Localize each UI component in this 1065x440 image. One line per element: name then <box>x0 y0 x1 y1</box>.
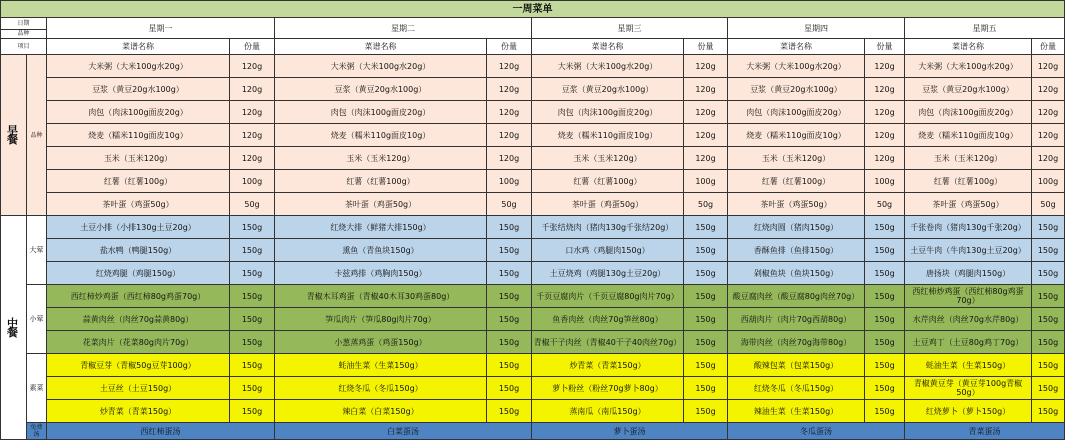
qty-cell: 150g <box>684 331 728 354</box>
qty-cell: 150g <box>684 285 728 308</box>
dish-cell: 红烧萝卜（萝卜150g） <box>905 400 1032 423</box>
dish-column-header: 菜谱名称 <box>47 39 230 55</box>
dish-cell: 红薯（红薯100g） <box>275 170 487 193</box>
qty-cell: 150g <box>865 216 905 239</box>
qty-cell: 120g <box>230 78 275 101</box>
qty-cell: 150g <box>230 377 275 400</box>
qty-cell: 150g <box>865 354 905 377</box>
dish-cell: 大米粥（大米100g水20g） <box>275 55 487 78</box>
dish-cell: 烧麦（糯米110g面皮10g） <box>905 124 1032 147</box>
dish-cell: 豆浆（黄豆20g水100g） <box>532 78 684 101</box>
table-row <box>1 354 1065 377</box>
qty-cell: 120g <box>230 147 275 170</box>
dish-cell: 蒸南瓜（南瓜150g） <box>532 400 684 423</box>
dish-cell: 土豆小排（小排130g土豆20g） <box>47 216 230 239</box>
dish-cell: 青椒黄豆芽（黄豆芽100g青椒50g） <box>905 377 1032 400</box>
qty-cell: 150g <box>230 285 275 308</box>
dish-cell: 西红柿炒鸡蛋（西红柿80g鸡蛋70g） <box>905 285 1032 308</box>
dish-cell: 红薯（红薯100g） <box>905 170 1032 193</box>
date-label: 日期 <box>1 20 46 30</box>
qty-cell: 150g <box>487 285 532 308</box>
dish-cell: 大米粥（大米100g水20g） <box>728 55 865 78</box>
dish-cell: 茶叶蛋（鸡蛋50g） <box>532 193 684 216</box>
dish-cell: 辣白菜（白菜150g） <box>275 400 487 423</box>
dish-cell: 玉米（玉米120g） <box>47 147 230 170</box>
table-row <box>1 124 1065 147</box>
qty-cell: 150g <box>865 285 905 308</box>
dish-cell: 肉包（肉沫100g面皮20g） <box>47 101 230 124</box>
qty-cell: 50g <box>230 193 275 216</box>
qty-cell: 150g <box>487 377 532 400</box>
dish-cell: 红薯（红薯100g） <box>532 170 684 193</box>
dish-cell: 玉米（玉米120g） <box>728 147 865 170</box>
qty-cell: 150g <box>684 377 728 400</box>
qty-cell: 150g <box>1032 239 1065 262</box>
qty-cell: 100g <box>230 170 275 193</box>
dish-column-header: 菜谱名称 <box>275 39 487 55</box>
day-header: 星期一 <box>47 18 275 39</box>
dish-cell: 红烧冬瓜（冬瓜150g） <box>728 377 865 400</box>
table-row <box>1 216 1065 239</box>
qty-column-header: 份量 <box>684 39 728 55</box>
dish-cell: 茶叶蛋（鸡蛋50g） <box>728 193 865 216</box>
dish-cell: 海带肉丝（肉丝70g海带80g） <box>728 331 865 354</box>
table-row <box>1 78 1065 101</box>
table-row <box>1 400 1065 423</box>
qty-cell: 50g <box>684 193 728 216</box>
dish-cell: 豆浆（黄豆20g水100g） <box>905 78 1032 101</box>
qty-cell: 150g <box>684 262 728 285</box>
dish-cell: 盐水鸭（鸭腿150g） <box>47 239 230 262</box>
dish-cell: 茶叶蛋（鸡蛋50g） <box>47 193 230 216</box>
table-row <box>1 262 1065 285</box>
qty-cell: 100g <box>865 170 905 193</box>
qty-cell: 150g <box>487 308 532 331</box>
dish-cell: 蒜黄肉丝（肉丝70g蒜黄80g） <box>47 308 230 331</box>
dish-cell: 花菜肉片（花菜80g肉片70g） <box>47 331 230 354</box>
qty-cell: 150g <box>1032 400 1065 423</box>
qty-cell: 120g <box>684 147 728 170</box>
table-row <box>1 331 1065 354</box>
dish-cell: 豆浆（黄豆20g水100g） <box>728 78 865 101</box>
qty-cell: 120g <box>684 55 728 78</box>
dish-cell: 肉包（肉沫100g面皮20g） <box>275 101 487 124</box>
dish-cell: 小葱蒸鸡蛋（鸡蛋150g） <box>275 331 487 354</box>
dish-cell: 红烧大排（鲜猪大排150g） <box>275 216 487 239</box>
table-row <box>1 170 1065 193</box>
dish-cell: 蚝油生菜（生菜150g） <box>905 354 1032 377</box>
dish-cell: 千页豆腐肉片（千页豆腐80g肉片70g） <box>532 285 684 308</box>
dish-cell: 水芹肉丝（肉丝70g水芹80g） <box>905 308 1032 331</box>
qty-cell: 150g <box>230 400 275 423</box>
dish-cell: 肉包（肉沫100g面皮20g） <box>905 101 1032 124</box>
qty-cell: 150g <box>487 331 532 354</box>
page-title: 一周菜单 <box>1 1 1065 18</box>
qty-column-header: 份量 <box>230 39 275 55</box>
qty-cell: 120g <box>487 124 532 147</box>
qty-cell: 150g <box>865 377 905 400</box>
qty-cell: 150g <box>487 216 532 239</box>
qty-cell: 50g <box>865 193 905 216</box>
qty-cell: 120g <box>1032 124 1065 147</box>
dish-column-header: 菜谱名称 <box>728 39 865 55</box>
soup-cell: 白菜蛋汤 <box>275 423 532 440</box>
dish-cell: 肉包（肉沫100g面皮20g） <box>532 101 684 124</box>
qty-cell: 120g <box>865 78 905 101</box>
qty-cell: 120g <box>1032 101 1065 124</box>
dish-cell: 大米粥（大米100g水20g） <box>47 55 230 78</box>
qty-cell: 150g <box>230 216 275 239</box>
sub-label-vegetable: 素菜 <box>27 354 47 423</box>
dish-cell: 土豆丝（土豆150g） <box>47 377 230 400</box>
qty-cell: 150g <box>1032 354 1065 377</box>
dish-cell: 土豆牛肉（牛肉130g土豆20g） <box>905 239 1032 262</box>
dish-cell: 口水鸡（鸡腿肉150g） <box>532 239 684 262</box>
qty-column-header: 份量 <box>487 39 532 55</box>
qty-cell: 120g <box>865 147 905 170</box>
qty-cell: 150g <box>865 239 905 262</box>
dish-cell: 茶叶蛋（鸡蛋50g） <box>275 193 487 216</box>
table-row <box>1 285 1065 308</box>
dish-cell: 卡兹鸡排（鸡胸肉150g） <box>275 262 487 285</box>
qty-cell: 150g <box>230 308 275 331</box>
qty-cell: 120g <box>230 101 275 124</box>
dish-cell: 土豆鸡丁（土豆80g鸡丁70g） <box>905 331 1032 354</box>
dish-cell: 辣油生菜（生菜150g） <box>728 400 865 423</box>
dish-cell: 香酥鱼排（鱼排150g） <box>728 239 865 262</box>
qty-cell: 150g <box>1032 308 1065 331</box>
table-row <box>1 101 1065 124</box>
qty-cell: 150g <box>230 262 275 285</box>
dish-cell: 唐扬块（鸡腿肉150g） <box>905 262 1032 285</box>
dish-cell: 西红柿炒鸡蛋（西红柿80g鸡蛋70g） <box>47 285 230 308</box>
dish-cell: 玉米（玉米120g） <box>275 147 487 170</box>
dish-cell: 大米粥（大米100g水20g） <box>905 55 1032 78</box>
dish-cell: 烧麦（糯米110g面皮10g） <box>275 124 487 147</box>
dish-cell: 烧麦（糯米110g面皮10g） <box>728 124 865 147</box>
dish-cell: 烧麦（糯米110g面皮10g） <box>532 124 684 147</box>
variety-label: 品种 <box>17 29 30 37</box>
qty-cell: 100g <box>487 170 532 193</box>
qty-cell: 120g <box>1032 147 1065 170</box>
day-header: 星期三 <box>532 18 728 39</box>
table-row <box>1 55 1065 78</box>
qty-cell: 150g <box>865 308 905 331</box>
table-row <box>1 239 1065 262</box>
dish-cell: 土豆烧鸡（鸡腿130g土豆20g） <box>532 262 684 285</box>
qty-cell: 150g <box>865 400 905 423</box>
qty-cell: 150g <box>1032 285 1065 308</box>
table-row <box>1 377 1065 400</box>
qty-cell: 150g <box>487 239 532 262</box>
qty-cell: 120g <box>1032 78 1065 101</box>
meal-label-breakfast: 早餐 <box>1 55 27 216</box>
sub-label-soup: 免费汤 <box>27 423 47 440</box>
dish-cell: 熏鱼（青鱼块150g） <box>275 239 487 262</box>
dish-cell: 茶叶蛋（鸡蛋50g） <box>905 193 1032 216</box>
qty-cell: 150g <box>1032 331 1065 354</box>
qty-cell: 150g <box>865 331 905 354</box>
soup-cell: 西红柿蛋汤 <box>47 423 275 440</box>
dish-column-header: 菜谱名称 <box>532 39 684 55</box>
dish-cell: 鱼香肉丝（肉丝70g笋丝80g） <box>532 308 684 331</box>
dish-cell: 大米粥（大米100g水20g） <box>532 55 684 78</box>
qty-cell: 120g <box>865 101 905 124</box>
dish-cell: 红薯（红薯100g） <box>728 170 865 193</box>
qty-cell: 150g <box>684 239 728 262</box>
dish-cell: 红烧冬瓜（冬瓜150g） <box>275 377 487 400</box>
qty-cell: 50g <box>1032 193 1065 216</box>
qty-cell: 150g <box>684 354 728 377</box>
table-row <box>1 308 1065 331</box>
qty-cell: 150g <box>865 262 905 285</box>
dish-cell: 酸豆腐肉丝（酸豆腐80g肉丝70g） <box>728 285 865 308</box>
meal-label-lunch: 中餐 <box>1 216 27 440</box>
qty-cell: 120g <box>684 124 728 147</box>
sub-label-big-meat: 大荤 <box>27 216 47 285</box>
qty-cell: 100g <box>684 170 728 193</box>
date-variety-label <box>1 18 47 39</box>
qty-cell: 120g <box>865 55 905 78</box>
qty-cell: 150g <box>684 308 728 331</box>
qty-cell: 150g <box>487 400 532 423</box>
soup-cell: 萝卜蛋汤 <box>532 423 728 440</box>
qty-cell: 150g <box>684 216 728 239</box>
qty-cell: 120g <box>684 78 728 101</box>
qty-cell: 50g <box>487 193 532 216</box>
soup-cell: 冬瓜蛋汤 <box>728 423 905 440</box>
sub-label-variety: 品种 <box>27 55 47 216</box>
qty-cell: 120g <box>230 55 275 78</box>
dish-cell: 炒青菜（青菜150g） <box>47 400 230 423</box>
qty-cell: 150g <box>684 400 728 423</box>
day-header: 星期四 <box>728 18 905 39</box>
qty-cell: 100g <box>1032 170 1065 193</box>
dish-cell: 西葫肉片（肉片70g西葫80g） <box>728 308 865 331</box>
dish-cell: 千张结烧肉（猪肉130g千张结20g） <box>532 216 684 239</box>
item-label: 项目 <box>1 39 47 55</box>
table-row <box>1 147 1065 170</box>
qty-cell: 150g <box>230 331 275 354</box>
day-header: 星期二 <box>275 18 532 39</box>
dish-cell: 玉米（玉米120g） <box>905 147 1032 170</box>
dish-cell: 豆浆（黄豆20g水100g） <box>275 78 487 101</box>
dish-cell: 肉包（肉沫100g面皮20g） <box>728 101 865 124</box>
qty-cell: 120g <box>487 101 532 124</box>
qty-cell: 150g <box>1032 216 1065 239</box>
dish-cell: 青椒木耳鸡蛋（青椒40木耳30鸡蛋80g） <box>275 285 487 308</box>
dish-cell: 红烧肉圆（猪肉150g） <box>728 216 865 239</box>
dish-cell: 豆浆（黄豆20g水100g） <box>47 78 230 101</box>
dish-cell: 笋瓜肉片（笋瓜80g肉片70g） <box>275 308 487 331</box>
table-row <box>1 423 1065 440</box>
dish-cell: 酸辣包菜（包菜150g） <box>728 354 865 377</box>
dish-cell: 青椒干子肉丝（青椒40干子40肉丝70g） <box>532 331 684 354</box>
qty-column-header: 份量 <box>865 39 905 55</box>
qty-cell: 120g <box>487 147 532 170</box>
qty-cell: 150g <box>1032 262 1065 285</box>
soup-cell: 青菜蛋汤 <box>905 423 1065 440</box>
qty-cell: 120g <box>1032 55 1065 78</box>
sub-label-small-meat: 小荤 <box>27 285 47 354</box>
qty-cell: 120g <box>487 55 532 78</box>
dish-cell: 千张卷肉（猪肉130g千张20g） <box>905 216 1032 239</box>
qty-column-header: 份量 <box>1032 39 1065 55</box>
qty-cell: 150g <box>487 262 532 285</box>
qty-cell: 120g <box>487 78 532 101</box>
dish-cell: 青椒豆芽（青椒50g豆芽100g） <box>47 354 230 377</box>
table-row <box>1 193 1065 216</box>
dish-column-header: 菜谱名称 <box>905 39 1032 55</box>
dish-cell: 烧麦（糯米110g面皮10g） <box>47 124 230 147</box>
dish-cell: 炒青菜（青菜150g） <box>532 354 684 377</box>
qty-cell: 120g <box>230 124 275 147</box>
day-header: 星期五 <box>905 18 1065 39</box>
dish-cell: 蚝油生菜（生菜150g） <box>275 354 487 377</box>
qty-cell: 150g <box>1032 377 1065 400</box>
dish-cell: 剁椒鱼块（鱼块150g） <box>728 262 865 285</box>
qty-cell: 150g <box>487 354 532 377</box>
qty-cell: 150g <box>230 354 275 377</box>
dish-cell: 萝卜粉丝（粉丝70g萝卜80g） <box>532 377 684 400</box>
dish-cell: 红烧鸡腿（鸡腿150g） <box>47 262 230 285</box>
qty-cell: 120g <box>684 101 728 124</box>
dish-cell: 红薯（红薯100g） <box>47 170 230 193</box>
qty-cell: 120g <box>865 124 905 147</box>
dish-cell: 玉米（玉米120g） <box>532 147 684 170</box>
qty-cell: 150g <box>230 239 275 262</box>
